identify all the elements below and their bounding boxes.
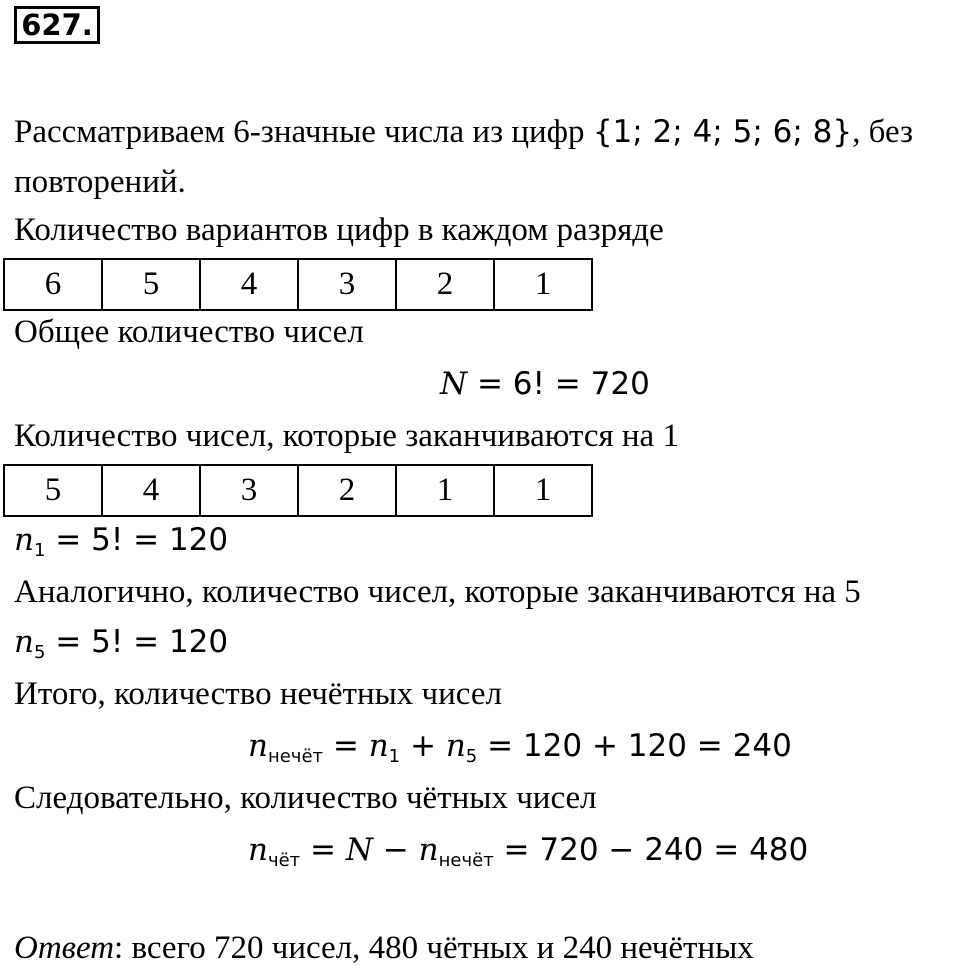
n1-formula-rest: = 5! = 120: [45, 522, 229, 558]
subscript: 5: [33, 642, 46, 663]
variants-table: [3, 258, 593, 311]
var-n: n: [248, 832, 268, 868]
table-cell: 1: [494, 259, 592, 310]
var-N: N: [440, 366, 468, 402]
ending1-heading: Количество чисел, которые заканчиваются на 1: [14, 418, 679, 454]
total-heading: Общее количество чисел: [14, 314, 364, 350]
var-n: n: [248, 728, 268, 764]
odd-heading: Итого, количество нечётных чисел: [14, 676, 502, 712]
var-n: n: [368, 728, 389, 764]
total-formula-rest: = 6! = 720: [467, 366, 650, 402]
ending5-heading: Аналогично, количество чисел, которые заканчиваются на 5: [14, 574, 861, 610]
even-formula-rest: = 720 − 240 = 480: [493, 832, 809, 868]
ending1-table: [3, 464, 593, 517]
n5-formula: [14, 622, 228, 662]
n5-formula-rest: = 5! = 120: [45, 624, 229, 660]
answer-label: Ответ: [14, 930, 115, 966]
plus: +: [400, 728, 446, 764]
intro-tail: , без: [852, 114, 914, 150]
table-cell: 1: [494, 465, 592, 516]
problem-number: 627.: [14, 6, 100, 44]
equals: =: [323, 728, 369, 764]
var-n: n: [445, 728, 466, 764]
subscript: 1: [388, 746, 401, 767]
table-cell: 4: [200, 259, 298, 310]
intro-text: Рассматриваем 6-значные числа из цифр: [14, 114, 593, 150]
n1-formula: [14, 520, 228, 560]
table-cell: 5: [102, 259, 200, 310]
intro-line-2: повторений.: [14, 164, 186, 200]
answer-text: : всего 720 чисел, 480 чётных и 240 нечётных: [114, 930, 754, 966]
variants-heading: Количество вариантов цифр в каждом разряде: [14, 212, 664, 248]
digit-set: {1; 2; 4; 5; 6; 8}: [592, 114, 853, 150]
table-cell: 3: [200, 465, 298, 516]
equals: =: [300, 832, 346, 868]
subscript: нечёт: [438, 850, 494, 871]
var-n: n: [14, 624, 34, 660]
odd-formula: [248, 726, 792, 766]
var-n: n: [418, 832, 439, 868]
var-N: N: [345, 832, 373, 868]
subscript: 5: [465, 746, 478, 767]
var-n: n: [14, 522, 34, 558]
minus: −: [372, 832, 419, 868]
subscript: чёт: [267, 850, 301, 871]
intro-line-1: [14, 112, 913, 152]
table-cell: 6: [4, 259, 102, 310]
answer-line: [14, 928, 754, 968]
subscript: нечёт: [267, 746, 324, 767]
subscript: 1: [33, 540, 46, 561]
table-cell: 2: [298, 465, 396, 516]
total-formula: [440, 364, 650, 404]
table-cell: 2: [396, 259, 494, 310]
even-heading: Следовательно, количество чётных чисел: [14, 780, 597, 816]
table-cell: 5: [4, 465, 102, 516]
table-cell: 1: [396, 465, 494, 516]
table-cell: 4: [102, 465, 200, 516]
table-cell: 3: [298, 259, 396, 310]
odd-formula-rest: = 120 + 120 = 240: [477, 728, 792, 764]
even-formula: [248, 830, 808, 870]
